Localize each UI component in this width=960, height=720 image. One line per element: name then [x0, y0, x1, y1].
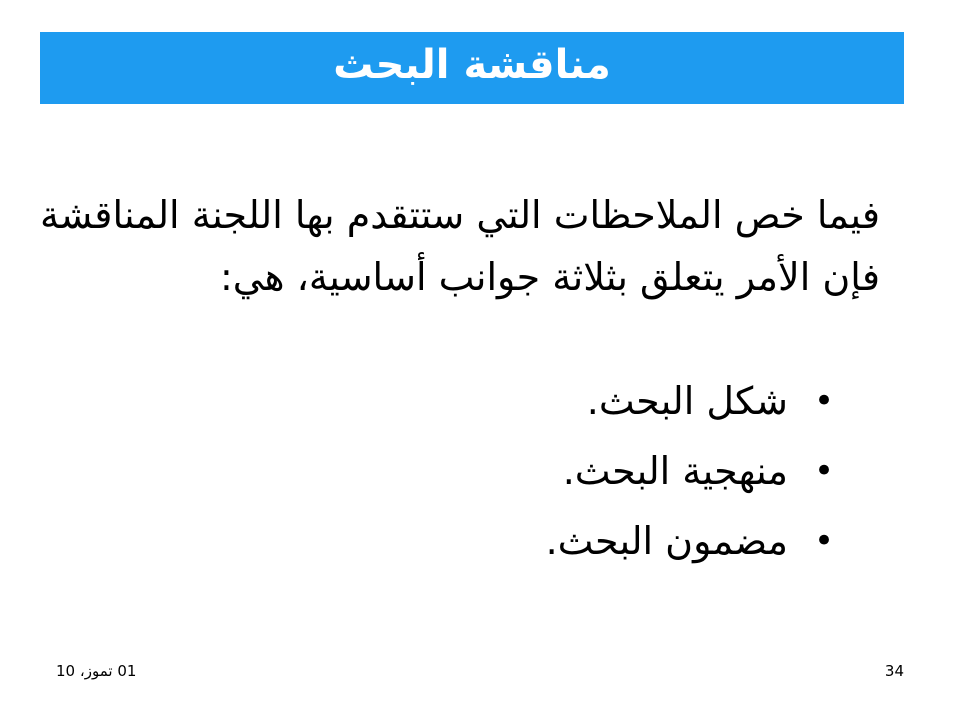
- bullet-item-methodology: [334, 436, 834, 506]
- page-number: 34: [884, 662, 904, 680]
- bullet-label: شكل البحث.: [586, 379, 788, 423]
- bullet-item-content: [334, 506, 834, 576]
- bullet-dot-icon: •: [813, 381, 834, 421]
- bullet-dot-icon: •: [813, 451, 834, 491]
- slide-title: مناقشة البحث: [333, 42, 611, 88]
- intro-paragraph: فيما خص الملاحظات التي ستتقدم بها اللجنة المناقشة فإن الأمر يتعلق بثلاثة جوانب أساسية، هي:: [40, 193, 880, 299]
- bullet-label: مضمون البحث.: [545, 519, 788, 563]
- bullet-label: منهجية البحث.: [562, 449, 788, 493]
- bullet-list: [334, 366, 834, 576]
- bullet-dot-icon: •: [813, 521, 834, 561]
- bullet-item-form: [334, 366, 834, 436]
- title-bar: [40, 32, 904, 104]
- footer-date: 01 تموز، 10: [56, 662, 137, 680]
